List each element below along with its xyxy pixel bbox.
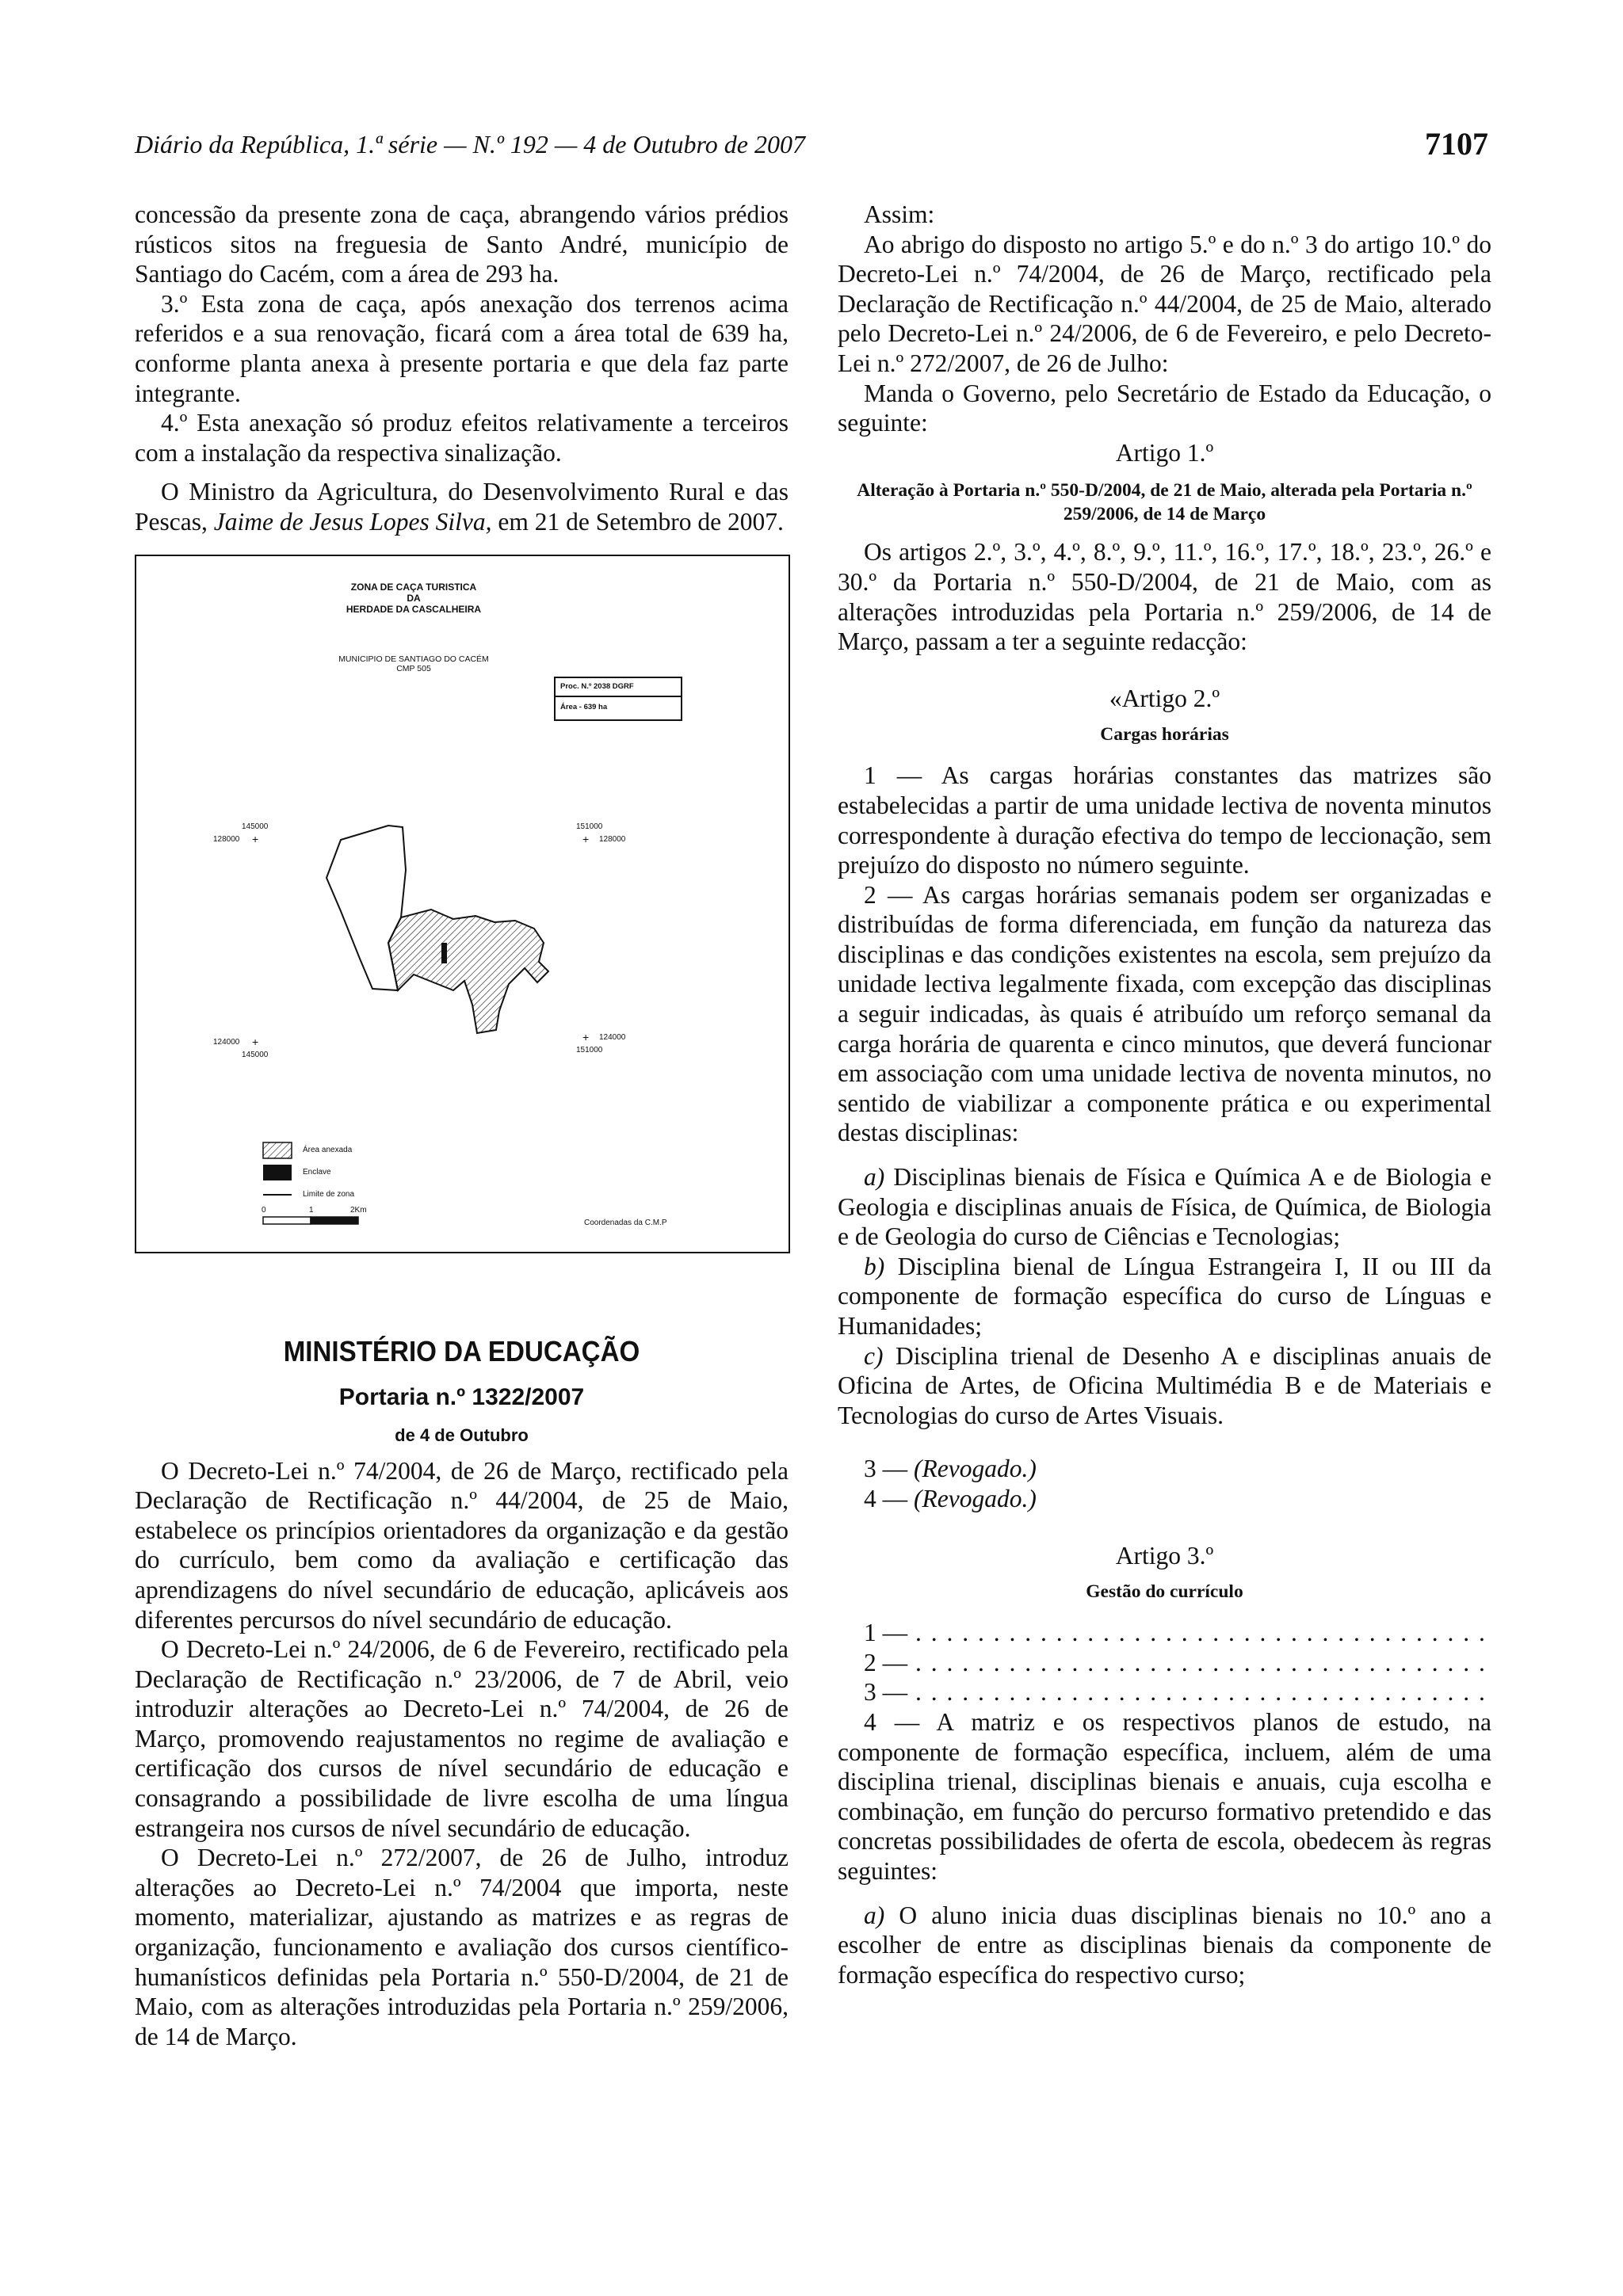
scale-label: 1 (309, 1205, 314, 1215)
revoked-number: 3 — (864, 1455, 914, 1483)
paragraph: O Decreto-Lei n.º 24/2006, de 6 de Fevereiro, rectificado pela Declaração de Rectificação n.º 23/2006, de 7 de Abril, veio introduzir alterações ao Decreto-Lei n.º 74/2004, de 26 de Março, promovendo reajustamentos no regime de avaliação e certificação dos cursos de nível secundário de educação e consagrando a possibilidade de livre escolha de uma língua estrangeira nos cursos de nível secundário de educação. (135, 1635, 789, 1842)
dotted-item (838, 1677, 1491, 1707)
paragraph: 1 — As cargas horárias constantes das matrizes são estabelecidas a partir de uma unidade lectiva de noventa minutos correspondente à duração efectiva do tempo de leccionação, sem prejuízo do disposto no número seguinte. (838, 761, 1491, 879)
dot-leader: . . . . . . . . . . . . . . . . . . . . . . . . . . . . . . . . . . . . . (907, 1678, 1487, 1707)
legend-swatch-enclave (263, 1165, 292, 1180)
signatory-name: Jaime de Jesus Lopes Silva, (213, 507, 492, 536)
portaria-date: de 4 de Outubro (395, 1425, 529, 1445)
paragraph: 2 — As cargas horárias semanais podem ser organizadas e distribuídas de forma diferenciada, em função da natureza das disciplinas e das condições existentes na escola, sem prejuízo da unidade lectiva legalmente fixada, com excepção das disciplinas a seguir indicadas, às quais é atribuído um reforço semanal da carga horária de quarenta e cinco minutos, que deverá funcionar em associação com uma unidade lectiva de noventa minutos, no sentido de viabilizar a componente prática e ou experimental destas disciplinas: (838, 880, 1491, 1147)
list-item (838, 1341, 1491, 1431)
map-title-line: HERDADE DA CASCALHEIRA (346, 603, 482, 615)
paragraph: 3.º Esta zona de caça, após anexação dos terrenos acima referidos e a sua renovação, ficará com a área total de 639 ha, conforme planta anexa à presente portaria e que dela faz parte integrante. (135, 289, 789, 407)
municipality-label: MUNICIPIO DE SANTIAGO DO CACÉM (338, 654, 489, 664)
dotted-number: 1 — (864, 1619, 908, 1647)
legend-enclave-label: Enclave (303, 1167, 331, 1177)
coord-label: 145000 (242, 822, 269, 831)
article-heading: Artigo 3.º (1115, 1541, 1214, 1569)
article-subheading: Cargas horárias (1100, 724, 1229, 746)
map-title-line: ZONA DE CAÇA TURISTICA (350, 581, 477, 593)
article-heading: Artigo 1.º (1115, 438, 1214, 467)
scale-label: 0 (262, 1205, 266, 1215)
revoked-text: (Revogado.) (914, 1484, 1037, 1512)
coord-label: 145000 (242, 1050, 269, 1059)
enclave (441, 943, 447, 963)
coord-label: 151000 (576, 1045, 603, 1055)
legend-swatch-annexed (263, 1142, 292, 1158)
zone-plan-drawing (136, 556, 789, 1252)
legend-boundary-label: Limite de zona (303, 1189, 355, 1199)
scale-bar-segment (263, 1217, 311, 1224)
list-text: Disciplina trienal de Desenho A e disciplinas anuais de Oficina de Artes, de Oficina Multimédia B e de Materiais e Tecnologias do curso de Artes Visuais. (838, 1341, 1491, 1429)
paragraph: 4 — A matriz e os respectivos planos de estudo, na componente de formação específica, incluem, além de uma disciplina trienal, disciplinas bienais e anuais, cuja escolha e combinação, em função do percurso formativo pretendido e das concretas possibilidades de oferta de escola, obedecem às regras seguintes: (838, 1707, 1491, 1885)
dotted-item (838, 1648, 1491, 1678)
crosshair-icon: + (582, 832, 590, 845)
paragraph: Os artigos 2.º, 3.º, 4.º, 8.º, 9.º, 11.º, 16.º, 17.º, 18.º, 23.º, 26.º e 30.º da Portaria n.º 550-D/2004, de 21 de Maio, com as alterações introduzidas pela Portaria n.º 259/2006, de 14 de Março, passam a ter a seguinte redacção: (838, 538, 1491, 656)
signature-paragraph (135, 477, 789, 536)
article-subheading: Alteração à Portaria n.º 550-D/2004, de 21 de Maio, alterada pela Portaria n.º 259/2006, de 14 de Março (857, 480, 1472, 525)
list-text: O aluno inicia duas disciplinas bienais no 10.º ano a escolher de entre as disciplinas bienais da componente de formação específica do respectivo curso; (838, 1901, 1491, 1989)
list-text: Disciplinas bienais de Física e Química A e de Biologia e Geologia e disciplinas anuais de Física, de Química, de Biologia e de Geologia do curso de Ciências e Tecnologias; (838, 1163, 1491, 1251)
coord-label: 128000 (213, 834, 240, 844)
signature-pre: O Ministro da Agricultura, do Desenvolvimento Rural e das Pescas, (135, 478, 789, 536)
list-item (838, 1252, 1491, 1341)
list-label: a) (864, 1163, 885, 1192)
coord-label: 151000 (576, 822, 603, 831)
left-column (135, 200, 789, 2051)
map-title-line: DA (407, 592, 421, 604)
paragraph: O Decreto-Lei n.º 74/2004, de 26 de Março, rectificado pela Declaração de Rectificação n.º 44/2004, de 25 de Maio, estabelece os princípios orientadores da organização e da gestão do currículo, bem como da avaliação e certificação das aprendizagens do nível secundário de educação, aplicáveis aos diferentes percursos do nível secundário de educação. (135, 1456, 789, 1634)
portaria-title: Portaria n.º 1322/2007 (338, 1383, 585, 1410)
dot-leader: . . . . . . . . . . . . . . . . . . . . . . . . . . . . . . . . . . . . . (907, 1619, 1487, 1647)
paragraph: Ao abrigo do disposto no artigo 5.º e do n.º 3 do artigo 10.º do Decreto-Lei n.º 74/2004, de 26 de Março, rectificado pela Declaração de Rectificação n.º 44/2004, de 25 de Maio, alterado pelo Decreto-Lei n.º 24/2006, de 6 de Fevereiro, e pelo Decreto-Lei n.º 272/2007, de 26 de Julho: (838, 230, 1491, 377)
article-subheading: Gestão do currículo (1086, 1581, 1243, 1603)
scale-label: 2Km (350, 1205, 367, 1215)
cmp-label: CMP 505 (396, 663, 431, 673)
revoked-item (838, 1484, 1491, 1514)
coordinates-note: Coordenadas da C.M.P (584, 1218, 667, 1227)
crosshair-icon: + (582, 1030, 590, 1043)
running-title: Diário da República, 1.ª série — N.º 192 — 4 de Outubro de 2007 (135, 130, 805, 158)
annexed-area (388, 910, 548, 1033)
dot-leader: . . . . . . . . . . . . . . . . . . . . . . . . . . . . . . . . . . . . . (907, 1648, 1487, 1676)
hunting-zone-map (135, 555, 790, 1253)
revoked-item (838, 1454, 1491, 1484)
list-label: a) (864, 1901, 885, 1929)
crosshair-icon: + (252, 1035, 259, 1048)
dotted-item (838, 1618, 1491, 1648)
ministry-heading: MINISTÉRIO DA EDUCAÇÃO (283, 1334, 640, 1367)
list-text: Disciplina bienal de Língua Estrangeira I, II ou III da componente de formação específica do curso de Línguas e Humanidades; (838, 1252, 1491, 1340)
right-column (838, 200, 1491, 1989)
list-item (838, 1901, 1491, 1990)
paragraph: O Decreto-Lei n.º 272/2007, de 26 de Julho, introduz alterações ao Decreto-Lei n.º 74/2004 que importa, neste momento, materializar, ajustando as matrizes e as regras de organização, funcionamento e avaliação dos cursos científico-humanísticos definidas pela Portaria n.º 550-D/2004, de 21 de Maio, com as alterações introduzidas pela Portaria n.º 259/2006, de 14 de Março. (135, 1844, 789, 2050)
process-area: Área - 639 ha (560, 702, 608, 711)
page-header (135, 125, 1488, 173)
coord-label: 128000 (599, 834, 626, 844)
paragraph: Assim: (864, 200, 935, 228)
paragraph: Manda o Governo, pelo Secretário de Estado da Educação, o seguinte: (838, 379, 1491, 437)
coord-label: 124000 (213, 1037, 240, 1047)
coord-label: 124000 (599, 1032, 626, 1042)
legend-annexed-label: Área anexada (303, 1145, 353, 1154)
scale-bar-segment (311, 1217, 358, 1224)
revoked-text: (Revogado.) (914, 1455, 1037, 1483)
page-number: 7107 (1425, 126, 1488, 162)
paragraph: concessão da presente zona de caça, abrangendo vários prédios rústicos sitos na freguesia de Santo André, município de Santiago do Cacém, com a área de 293 ha. (135, 200, 789, 288)
process-number: Proc. N.º 2038 DGRF (556, 678, 681, 697)
list-label: b) (864, 1252, 885, 1280)
dotted-number: 3 — (864, 1678, 908, 1707)
crosshair-icon: + (252, 832, 259, 845)
signature-post: em 21 de Setembro de 2007. (491, 507, 784, 536)
list-label: c) (864, 1341, 884, 1370)
dotted-number: 2 — (864, 1648, 908, 1676)
paragraph: 4.º Esta anexação só produz efeitos relativamente a terceiros com a instalação da respectiva sinalização. (135, 409, 789, 467)
article-heading: «Artigo 2.º (1109, 684, 1220, 712)
list-item (838, 1162, 1491, 1252)
revoked-number: 4 — (864, 1484, 914, 1512)
